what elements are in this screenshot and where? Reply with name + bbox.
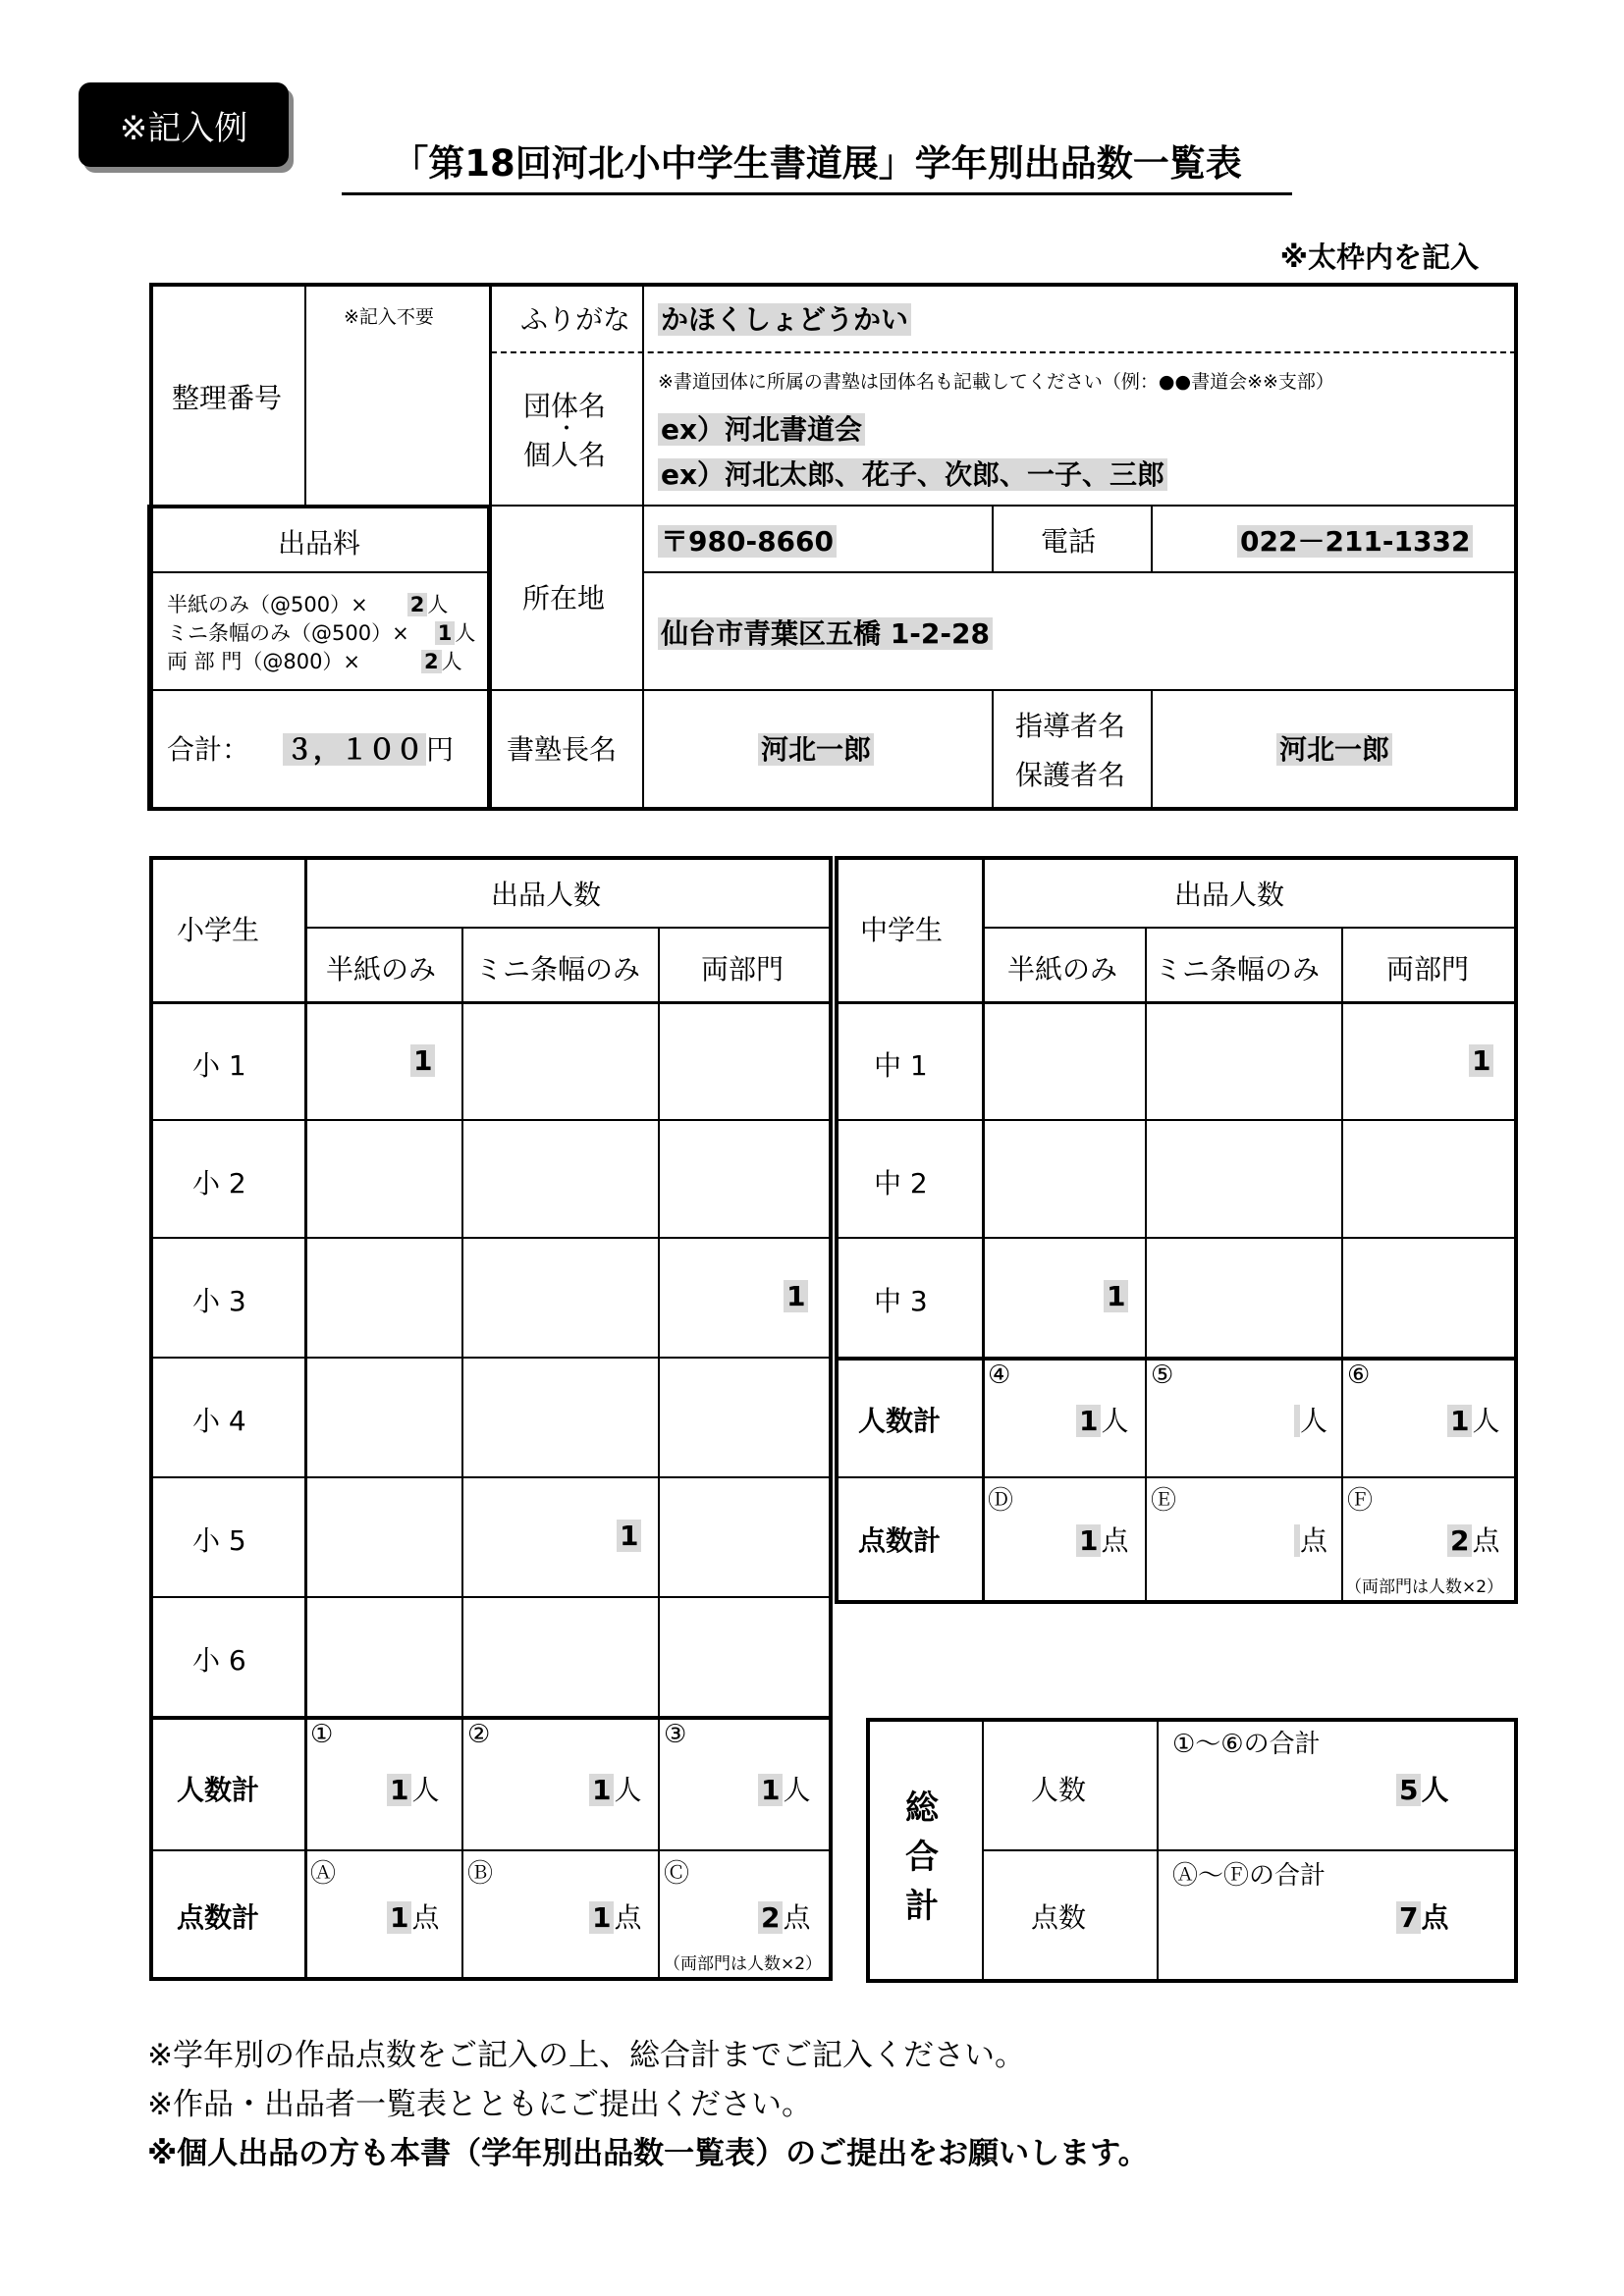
jhs-col-both: 両部門 [1386,953,1470,986]
grand-points-label: 点数 [1031,1901,1087,1934]
grand-label-1: 総 [905,1789,939,1828]
grand-label-3: 計 [905,1887,939,1926]
seiri-label: 整理番号 [172,382,283,414]
circle-mark: Ⓒ [664,1859,690,1889]
elem-row-label: 小 3 [192,1285,246,1317]
circle-mark: ⑥ [1347,1361,1371,1390]
elem-row-label: 小 1 [192,1049,246,1082]
elem-row-label: 小 4 [192,1405,246,1437]
grand-points-value[interactable]: 7 [1396,1901,1421,1934]
elem-cell[interactable]: 1 [784,1280,808,1312]
elem-cell[interactable]: 1 [410,1044,435,1077]
jhs-cell[interactable]: 1 [1469,1044,1493,1077]
circle-mark: Ⓑ [467,1859,494,1889]
elem-col-hanshi: 半紙のみ [326,953,437,986]
circle-mark: ① [310,1720,334,1749]
jhs-points-both[interactable]: 2 [1447,1524,1472,1557]
phone-value[interactable]: 022－211-1332 [1237,525,1473,558]
jhs-col-mini: ミニ条幅のみ [1155,953,1321,986]
circle-mark: ④ [988,1361,1011,1390]
dantai-value-2[interactable]: ex）河北太郎、花子、次郎、一子、三郎 [658,458,1167,491]
dantai-value-1[interactable]: ex）河北書道会 [658,413,865,446]
footer-note-3: ※個人出品の方も本書（学年別出品数一覧表）のご提出をお願いします。 [147,2136,1149,2171]
furigana-label: ふりがな [520,303,631,336]
elem-people-label: 人数計 [177,1774,260,1806]
circle-mark: ③ [664,1720,687,1749]
postal-code[interactable]: 〒980-8660 [658,525,837,558]
example-badge: ※記入例 [79,82,289,167]
head-label: 書塾長名 [507,733,618,766]
elem-count-header: 出品人数 [491,879,602,911]
elem-people-mini[interactable]: 1 [589,1774,614,1806]
jhs-row-label: 中 1 [874,1049,928,1082]
grand-points-note: Ⓐ～Ⓕの合計 [1172,1861,1326,1891]
elem-points-both[interactable]: 2 [758,1901,783,1934]
elem-people-both[interactable]: 1 [758,1774,783,1806]
dantai-label-1: 団体名 [523,390,607,422]
circle-mark: Ⓓ [988,1486,1014,1516]
elem-points-mini[interactable]: 1 [589,1901,614,1934]
jhs-points-label: 点数計 [858,1524,942,1557]
circle-mark: Ⓔ [1151,1486,1177,1516]
jhs-both-note: （両部門は人数×2） [1345,1577,1504,1597]
furigana-value[interactable]: かほくしょどうかい [658,303,911,336]
dantai-label-dot: ・ [556,417,578,442]
jhs-count-header: 出品人数 [1174,879,1285,911]
total-row: 合計： ３，１００ 円 [167,733,455,766]
circle-mark: ② [467,1720,491,1749]
fee-line-hanshi: 半紙のみ（@500）× 2 人 [167,593,449,616]
elem-points-label: 点数計 [177,1901,260,1934]
jhs-cell[interactable]: 1 [1104,1280,1128,1312]
address-label: 所在地 [522,582,606,614]
grand-people-note: ①～⑥の合計 [1172,1730,1321,1759]
seiri-note: ※記入不要 [344,306,434,328]
fee-label: 出品料 [278,527,361,560]
footer-note-2: ※作品・出品者一覧表とともにご提出ください。 [147,2087,812,2122]
guide-value[interactable]: 河北一郎 [1276,733,1392,766]
elem-people-hanshi[interactable]: 1 [387,1774,411,1806]
guide-label-1: 指導者名 [1015,710,1126,742]
jhs-people-label: 人数計 [858,1405,942,1437]
jhs-points-hanshi[interactable]: 1 [1076,1524,1101,1557]
jhs-header: 中学生 [860,914,944,946]
total-value: ３，１００ [283,733,426,766]
elem-row-label: 小 2 [192,1167,246,1200]
elem-header: 小学生 [177,914,260,946]
phone-label: 電話 [1041,525,1097,558]
fill-note: ※太枠内を記入 [1279,240,1479,274]
address-value[interactable]: 仙台市青葉区五橋 1-2-28 [658,617,993,650]
dantai-note: ※書道団体に所属の書塾は団体名も記載してください（例：●●書道会※※支部） [658,371,1334,393]
elem-col-mini: ミニ条幅のみ [475,953,641,986]
fee-line-mini: ミニ条幅のみ（@500）× 1 人 [167,621,476,645]
jhs-col-hanshi: 半紙のみ [1007,953,1118,986]
guide-label-2: 保護者名 [1015,759,1126,791]
elem-points-hanshi[interactable]: 1 [387,1901,411,1934]
fee-line-both: 両 部 門（@800）× 2 人 [167,650,462,673]
jhs-people-both[interactable]: 1 [1447,1405,1472,1437]
elem-row-label: 小 6 [192,1644,246,1677]
elem-cell[interactable]: 1 [617,1520,641,1552]
elem-row-label: 小 5 [192,1524,246,1557]
circle-mark: ⑤ [1151,1361,1174,1390]
elem-col-both: 両部門 [701,953,785,986]
page-title: 「第18回河北小中学生書道展」学年別出品数一覧表 [342,133,1292,195]
dantai-label-2: 個人名 [523,439,607,471]
grand-people-value[interactable]: 5 [1396,1774,1421,1806]
jhs-row-label: 中 3 [874,1285,928,1317]
elem-both-note: （両部門は人数×2） [664,1954,823,1974]
grand-people-label: 人数 [1031,1774,1087,1806]
jhs-row-label: 中 2 [874,1167,928,1200]
circle-mark: Ⓐ [310,1859,337,1889]
jhs-people-hanshi[interactable]: 1 [1076,1405,1101,1437]
footer-note-1: ※学年別の作品点数をご記入の上、総合計までご記入ください。 [147,2038,1025,2073]
head-value[interactable]: 河北一郎 [758,733,874,766]
grand-label-2: 合 [905,1838,939,1877]
circle-mark: Ⓕ [1347,1486,1374,1516]
